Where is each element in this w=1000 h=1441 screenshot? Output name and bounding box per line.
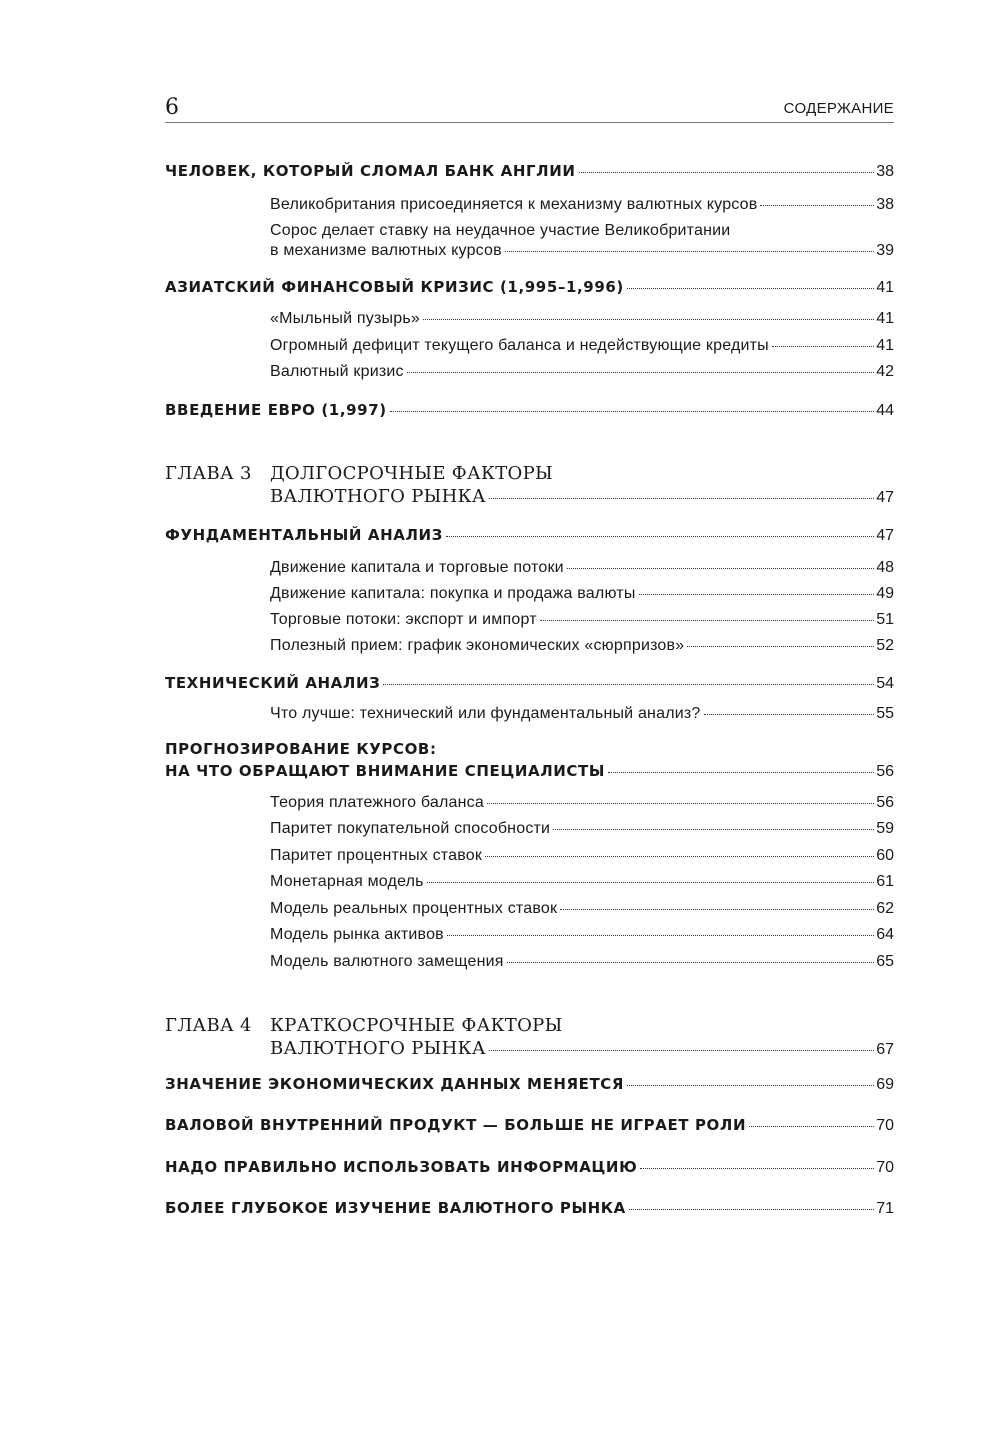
toc-entry-title: Огромный дефицит текущего баланса и недействующие кредиты: [270, 337, 769, 354]
toc-entry-page: 59: [876, 820, 894, 837]
toc-entry-title: АЗИАТСКИЙ ФИНАНСОВЫЙ КРИЗИС (1,995–1,996): [165, 278, 624, 296]
toc-entry-page: 54: [876, 675, 894, 692]
dot-leader: [704, 714, 875, 715]
dot-leader: [579, 172, 875, 173]
dot-leader: [608, 772, 874, 773]
dot-leader: [390, 411, 875, 412]
dot-leader: [485, 856, 874, 857]
toc-entry-title: Великобритания присоединяется к механизму валютных курсов: [270, 196, 758, 213]
toc-subsection-entry[interactable]: [270, 873, 894, 891]
toc-entry-title: ЧЕЛОВЕК, КОТОРЫЙ СЛОМАЛ БАНК АНГЛИИ: [165, 162, 576, 180]
dot-leader: [423, 319, 874, 320]
page-header: [165, 96, 894, 123]
toc-entry-title: ВАЛОВОЙ ВНУТРЕННИЙ ПРОДУКТ — БОЛЬШЕ НЕ ИГРАЕТ РОЛИ: [165, 1116, 747, 1134]
toc-entry-page: 60: [876, 847, 894, 864]
toc-entry-title: Монетарная модель: [270, 873, 424, 890]
toc-subsection-entry[interactable]: [270, 637, 894, 655]
dot-leader: [627, 1085, 874, 1086]
toc-entry-page: 55: [876, 705, 894, 722]
dot-leader: [553, 829, 874, 830]
toc-chapter-entry[interactable]: [270, 486, 894, 507]
toc-subsection-entry[interactable]: [270, 900, 894, 918]
toc-entry-title-line[interactable]: ПРОГНОЗИРОВАНИЕ КУРСОВ:: [165, 740, 437, 758]
dot-leader: [640, 1168, 874, 1169]
chapter-title-line[interactable]: ДОЛГОСРОЧНЫЕ ФАКТОРЫ: [270, 463, 553, 484]
toc-entry-title: Валютный кризис: [270, 363, 404, 380]
toc-entry-page: 39: [876, 242, 894, 259]
toc-section-entry[interactable]: [165, 1075, 894, 1094]
dot-leader: [487, 803, 874, 804]
toc-entry-page: 38: [876, 196, 894, 213]
toc-entry-title: Теория платежного баланса: [270, 794, 484, 811]
toc-entry-title: Паритет процентных ставок: [270, 847, 483, 864]
toc-section-entry[interactable]: [165, 278, 894, 297]
dot-leader: [749, 1126, 874, 1127]
dot-leader: [407, 372, 874, 373]
toc-entry-page: 47: [876, 489, 894, 506]
dot-leader: [507, 962, 875, 963]
toc-entry-page: 61: [876, 873, 894, 890]
dot-leader: [639, 594, 875, 595]
chapter-title-line: ВАЛЮТНОГО РЫНКА: [270, 1038, 486, 1059]
toc-entry-page: 41: [876, 337, 894, 354]
toc-entry-title: Модель валютного замещения: [270, 953, 504, 970]
toc-entry-page: 56: [876, 794, 894, 811]
toc-subsection-entry[interactable]: [270, 559, 894, 577]
dot-leader: [687, 646, 874, 647]
toc-entry-page: 69: [876, 1076, 894, 1093]
toc-entry-page: 52: [876, 637, 894, 654]
toc-entry-page: 67: [876, 1041, 894, 1058]
toc-entry-page: 41: [876, 279, 894, 296]
dot-leader: [540, 620, 874, 621]
dot-leader: [760, 205, 874, 206]
toc-entry-page: 51: [876, 611, 894, 628]
toc-subsection-entry[interactable]: [270, 705, 894, 723]
toc-entry-title: Модель рынка активов: [270, 926, 444, 943]
toc-entry-title-line[interactable]: Сорос делает ставку на неудачное участие Великобритании: [270, 222, 731, 239]
toc-subsection-entry[interactable]: [270, 196, 894, 214]
toc-section-entry[interactable]: [165, 401, 894, 420]
toc-subsection-entry[interactable]: [270, 242, 894, 260]
toc-subsection-entry[interactable]: [270, 847, 894, 865]
toc-entry-page: 49: [876, 585, 894, 602]
toc-subsection-entry[interactable]: [270, 337, 894, 355]
dot-leader: [627, 288, 874, 289]
chapter-title-line: ВАЛЮТНОГО РЫНКА: [270, 486, 486, 507]
running-head: СОДЕРЖАНИЕ: [783, 100, 894, 117]
dot-leader: [489, 498, 874, 499]
toc-entry-title: Движение капитала и торговые потоки: [270, 559, 564, 576]
toc-entry-page: 38: [876, 163, 894, 180]
toc-entry-page: 56: [876, 763, 894, 780]
toc-entry-title: Движение капитала: покупка и продажа валюты: [270, 585, 636, 602]
toc-entry-page: 42: [876, 363, 894, 380]
toc-entry-title: БОЛЕЕ ГЛУБОКОЕ ИЗУЧЕНИЕ ВАЛЮТНОГО РЫНКА: [165, 1199, 626, 1217]
toc-entry-page: 65: [876, 953, 894, 970]
toc-entry-page: 71: [876, 1200, 894, 1217]
toc-section-entry[interactable]: [165, 526, 894, 545]
toc-entry-title: Торговые потоки: экспорт и импорт: [270, 611, 537, 628]
toc-entry-title: ЗНАЧЕНИЕ ЭКОНОМИЧЕСКИХ ДАННЫХ МЕНЯЕТСЯ: [165, 1075, 625, 1093]
dot-leader: [505, 251, 874, 252]
toc-subsection-entry[interactable]: [270, 611, 894, 629]
toc-entry-title: «Мыльный пузырь»: [270, 310, 420, 327]
dot-leader: [772, 346, 874, 347]
dot-leader: [560, 909, 874, 910]
dot-leader: [629, 1209, 874, 1210]
dot-leader: [446, 536, 874, 537]
toc-subsection-entry[interactable]: [270, 310, 894, 328]
toc-entry-page: 62: [876, 900, 894, 917]
toc-subsection-entry[interactable]: [270, 363, 894, 381]
chapter-label: ГЛАВА 4: [165, 1015, 252, 1036]
toc-entry-title: НА ЧТО ОБРАЩАЮТ ВНИМАНИЕ СПЕЦИАЛИСТЫ: [165, 762, 605, 780]
toc-section-entry[interactable]: [165, 162, 894, 181]
toc-entry-page: 44: [876, 402, 894, 419]
toc-entry-page: 48: [876, 559, 894, 576]
toc-entry-page: 41: [876, 310, 894, 327]
toc-entry-title: Паритет покупательной способности: [270, 820, 551, 837]
chapter-title-line[interactable]: КРАТКОСРОЧНЫЕ ФАКТОРЫ: [270, 1015, 563, 1036]
page-number: 6: [165, 95, 179, 120]
toc-subsection-entry[interactable]: [270, 820, 894, 838]
toc-chapter-entry[interactable]: [270, 1038, 894, 1059]
toc-subsection-entry[interactable]: [270, 794, 894, 812]
toc-subsection-entry[interactable]: [270, 585, 894, 603]
toc-section-entry[interactable]: [165, 762, 894, 781]
toc-entry-title: Модель реальных процентных ставок: [270, 900, 558, 917]
toc-section-entry[interactable]: [165, 674, 894, 693]
toc-entry-page: 70: [876, 1117, 894, 1134]
dot-leader: [427, 882, 874, 883]
toc-section-entry[interactable]: [165, 1158, 894, 1177]
dot-leader: [383, 684, 874, 685]
toc-entry-title: ТЕХНИЧЕСКИЙ АНАЛИЗ: [165, 674, 381, 692]
toc-entry-page: 70: [876, 1159, 894, 1176]
toc-entry-title: Что лучше: технический или фундаментальный анализ?: [270, 705, 701, 722]
toc-entry-title: в механизме валютных курсов: [270, 242, 502, 259]
dot-leader: [447, 935, 874, 936]
toc-entry-title: НАДО ПРАВИЛЬНО ИСПОЛЬЗОВАТЬ ИНФОРМАЦИЮ: [165, 1158, 638, 1176]
chapter-label: ГЛАВА 3: [165, 463, 252, 484]
toc-entry-title: Полезный прием: график экономических «сюрпризов»: [270, 637, 685, 654]
toc-section-entry[interactable]: [165, 1116, 894, 1135]
toc-subsection-entry[interactable]: [270, 953, 894, 971]
toc-entry-title: ФУНДАМЕНТАЛЬНЫЙ АНАЛИЗ: [165, 526, 443, 544]
toc-subsection-entry[interactable]: [270, 926, 894, 944]
dot-leader: [489, 1050, 874, 1051]
toc-entry-title: ВВЕДЕНИЕ ЕВРО (1,997): [165, 401, 387, 419]
toc-section-entry[interactable]: [165, 1199, 894, 1218]
dot-leader: [567, 568, 874, 569]
toc-entry-page: 47: [876, 527, 894, 544]
toc-entry-page: 64: [876, 926, 894, 943]
